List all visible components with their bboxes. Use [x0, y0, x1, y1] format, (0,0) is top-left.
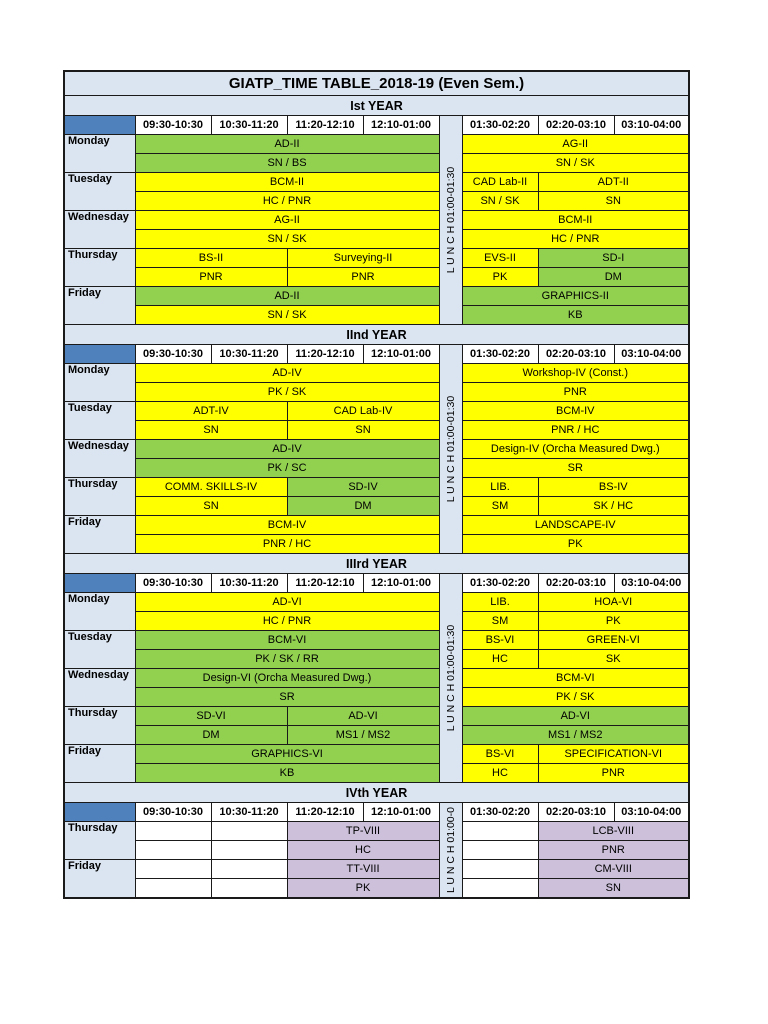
header-corner: [64, 803, 135, 822]
subject-cell: TP-VIII: [287, 822, 439, 841]
day-label: Thursday: [64, 478, 135, 516]
subject-cell: LCB-VIII: [538, 822, 689, 841]
day-label: Monday: [64, 364, 135, 402]
faculty-cell: SN: [287, 421, 439, 440]
timetable: [63, 70, 690, 899]
faculty-cell: SN: [135, 421, 287, 440]
faculty-cell: KB: [462, 306, 689, 325]
faculty-cell: SN / SK: [462, 154, 689, 173]
time-slot-5: 01:30-02:20: [462, 345, 538, 364]
empty-cell: [135, 860, 211, 879]
faculty-cell: PK / SK: [462, 688, 689, 707]
faculty-cell: PK / SK / RR: [135, 650, 439, 669]
empty-cell: [462, 879, 538, 899]
subject-cell: COMM. SKILLS-IV: [135, 478, 287, 497]
lunch-label: L U N C H 01:00-01:30: [444, 624, 457, 732]
subject-cell: BCM-VI: [135, 631, 439, 650]
subject-cell: GRAPHICS-VI: [135, 745, 439, 764]
time-slot-7: 03:10-04:00: [614, 116, 689, 135]
faculty-cell: SM: [462, 497, 538, 516]
header-corner: [64, 116, 135, 135]
subject-cell: BS-VI: [462, 631, 538, 650]
day-label: Tuesday: [64, 631, 135, 669]
empty-cell: [462, 841, 538, 860]
year-3-header: IIIrd YEAR: [64, 554, 689, 574]
time-slot-5: 01:30-02:20: [462, 803, 538, 822]
empty-cell: [462, 860, 538, 879]
subject-cell: AD-IV: [135, 364, 439, 383]
time-slot-7: 03:10-04:00: [614, 574, 689, 593]
time-slot-1: 09:30-10:30: [135, 345, 211, 364]
lunch-column: [439, 803, 462, 899]
subject-cell: ADT-II: [538, 173, 689, 192]
subject-cell: GREEN-VI: [538, 631, 689, 650]
faculty-cell: HC: [462, 650, 538, 669]
faculty-cell: SN: [135, 497, 287, 516]
time-header-row: [64, 803, 689, 822]
faculty-cell: PK / SK: [135, 383, 439, 402]
empty-cell: [135, 822, 211, 841]
subject-cell: BCM-IV: [135, 516, 439, 535]
faculty-cell: PNR: [538, 841, 689, 860]
time-header-row: [64, 574, 689, 593]
year-1-header: Ist YEAR: [64, 96, 689, 116]
lunch-label: L U N C H 01:00-0: [444, 807, 457, 893]
lunch-column: [439, 116, 462, 325]
faculty-cell: DM: [538, 268, 689, 287]
empty-cell: [211, 860, 287, 879]
subject-cell: CAD Lab-IV: [287, 402, 439, 421]
time-slot-3: 11:20-12:10: [287, 803, 363, 822]
time-slot-7: 03:10-04:00: [614, 345, 689, 364]
faculty-cell: DM: [135, 726, 287, 745]
faculty-cell: SN / SK: [462, 192, 538, 211]
faculty-cell: PNR: [538, 764, 689, 783]
subject-cell: CM-VIII: [538, 860, 689, 879]
subject-cell: BS-VI: [462, 745, 538, 764]
lunch-column: [439, 574, 462, 783]
subject-cell: SD-VI: [135, 707, 287, 726]
empty-cell: [135, 879, 211, 899]
faculty-cell: PK: [538, 612, 689, 631]
faculty-cell: DM: [287, 497, 439, 516]
faculty-cell: MS1 / MS2: [287, 726, 439, 745]
subject-cell: CAD Lab-II: [462, 173, 538, 192]
subject-cell: BCM-II: [462, 211, 689, 230]
time-slot-2: 10:30-11:20: [211, 116, 287, 135]
subject-cell: AD-VI: [462, 707, 689, 726]
faculty-cell: MS1 / MS2: [462, 726, 689, 745]
faculty-cell: HC / PNR: [135, 192, 439, 211]
faculty-cell: SN / SK: [135, 230, 439, 249]
day-label: Tuesday: [64, 402, 135, 440]
faculty-cell: SR: [462, 459, 689, 478]
subject-cell: GRAPHICS-II: [462, 287, 689, 306]
day-label: Friday: [64, 860, 135, 899]
time-slot-3: 11:20-12:10: [287, 574, 363, 593]
day-label: Friday: [64, 287, 135, 325]
day-label: Monday: [64, 593, 135, 631]
faculty-cell: PK: [287, 879, 439, 899]
header-corner: [64, 345, 135, 364]
time-slot-1: 09:30-10:30: [135, 803, 211, 822]
subject-cell: AD-IV: [135, 440, 439, 459]
empty-cell: [211, 841, 287, 860]
subject-cell: Design-IV (Orcha Measured Dwg.): [462, 440, 689, 459]
faculty-cell: SN / SK: [135, 306, 439, 325]
faculty-cell: SN: [538, 879, 689, 899]
time-slot-4: 12:10-01:00: [363, 116, 439, 135]
day-label: Tuesday: [64, 173, 135, 211]
faculty-cell: PK: [462, 535, 689, 554]
subject-cell: BCM-VI: [462, 669, 689, 688]
faculty-cell: HC: [287, 841, 439, 860]
subject-cell: AG-II: [462, 135, 689, 154]
day-label: Wednesday: [64, 440, 135, 478]
faculty-cell: SR: [135, 688, 439, 707]
time-slot-3: 11:20-12:10: [287, 116, 363, 135]
faculty-cell: PNR / HC: [462, 421, 689, 440]
time-slot-6: 02:20-03:10: [538, 574, 614, 593]
time-slot-2: 10:30-11:20: [211, 574, 287, 593]
subject-cell: BCM-II: [135, 173, 439, 192]
subject-cell: BS-II: [135, 249, 287, 268]
subject-cell: AD-VI: [135, 593, 439, 612]
faculty-cell: PNR: [462, 383, 689, 402]
subject-cell: SD-I: [538, 249, 689, 268]
faculty-cell: HC / PNR: [462, 230, 689, 249]
day-label: Friday: [64, 745, 135, 783]
day-label: Thursday: [64, 707, 135, 745]
subject-cell: EVS-II: [462, 249, 538, 268]
faculty-cell: SN: [538, 192, 689, 211]
empty-cell: [135, 841, 211, 860]
header-corner: [64, 574, 135, 593]
subject-cell: Workshop-IV (Const.): [462, 364, 689, 383]
subject-cell: AG-II: [135, 211, 439, 230]
faculty-cell: HC / PNR: [135, 612, 439, 631]
subject-cell: AD-II: [135, 287, 439, 306]
subject-cell: Surveying-II: [287, 249, 439, 268]
time-slot-2: 10:30-11:20: [211, 345, 287, 364]
faculty-cell: SM: [462, 612, 538, 631]
time-header-row: [64, 116, 689, 135]
time-slot-7: 03:10-04:00: [614, 803, 689, 822]
faculty-cell: KB: [135, 764, 439, 783]
subject-cell: SD-IV: [287, 478, 439, 497]
time-slot-4: 12:10-01:00: [363, 345, 439, 364]
time-slot-2: 10:30-11:20: [211, 803, 287, 822]
faculty-cell: SK / HC: [538, 497, 689, 516]
lunch-column: [439, 345, 462, 554]
subject-cell: LANDSCAPE-IV: [462, 516, 689, 535]
empty-cell: [211, 822, 287, 841]
subject-cell: ADT-IV: [135, 402, 287, 421]
subject-cell: HOA-VI: [538, 593, 689, 612]
faculty-cell: PK: [462, 268, 538, 287]
empty-cell: [462, 822, 538, 841]
lunch-label: L U N C H 01:00-01:30: [444, 395, 457, 503]
subject-cell: LIB.: [462, 593, 538, 612]
empty-cell: [211, 879, 287, 899]
time-slot-4: 12:10-01:00: [363, 803, 439, 822]
subject-cell: LIB.: [462, 478, 538, 497]
subject-cell: TT-VIII: [287, 860, 439, 879]
time-slot-6: 02:20-03:10: [538, 803, 614, 822]
day-label: Friday: [64, 516, 135, 554]
year-4-header: IVth YEAR: [64, 783, 689, 803]
faculty-cell: SN / BS: [135, 154, 439, 173]
faculty-cell: HC: [462, 764, 538, 783]
day-label: Wednesday: [64, 211, 135, 249]
day-label: Thursday: [64, 822, 135, 860]
page-title: GIATP_TIME TABLE_2018-19 (Even Sem.): [64, 71, 689, 96]
time-slot-6: 02:20-03:10: [538, 345, 614, 364]
time-slot-1: 09:30-10:30: [135, 574, 211, 593]
subject-cell: AD-VI: [287, 707, 439, 726]
time-slot-5: 01:30-02:20: [462, 574, 538, 593]
day-label: Thursday: [64, 249, 135, 287]
time-slot-3: 11:20-12:10: [287, 345, 363, 364]
faculty-cell: SK: [538, 650, 689, 669]
subject-cell: AD-II: [135, 135, 439, 154]
faculty-cell: PNR / HC: [135, 535, 439, 554]
year-2-header: IInd YEAR: [64, 325, 689, 345]
subject-cell: BS-IV: [538, 478, 689, 497]
faculty-cell: PNR: [287, 268, 439, 287]
time-slot-6: 02:20-03:10: [538, 116, 614, 135]
time-slot-4: 12:10-01:00: [363, 574, 439, 593]
faculty-cell: PNR: [135, 268, 287, 287]
faculty-cell: PK / SC: [135, 459, 439, 478]
subject-cell: SPECIFICATION-VI: [538, 745, 689, 764]
subject-cell: Design-VI (Orcha Measured Dwg.): [135, 669, 439, 688]
time-slot-1: 09:30-10:30: [135, 116, 211, 135]
day-label: Monday: [64, 135, 135, 173]
time-slot-5: 01:30-02:20: [462, 116, 538, 135]
time-header-row: [64, 345, 689, 364]
lunch-label: L U N C H 01:00-01:30: [444, 166, 457, 274]
day-label: Wednesday: [64, 669, 135, 707]
subject-cell: BCM-IV: [462, 402, 689, 421]
